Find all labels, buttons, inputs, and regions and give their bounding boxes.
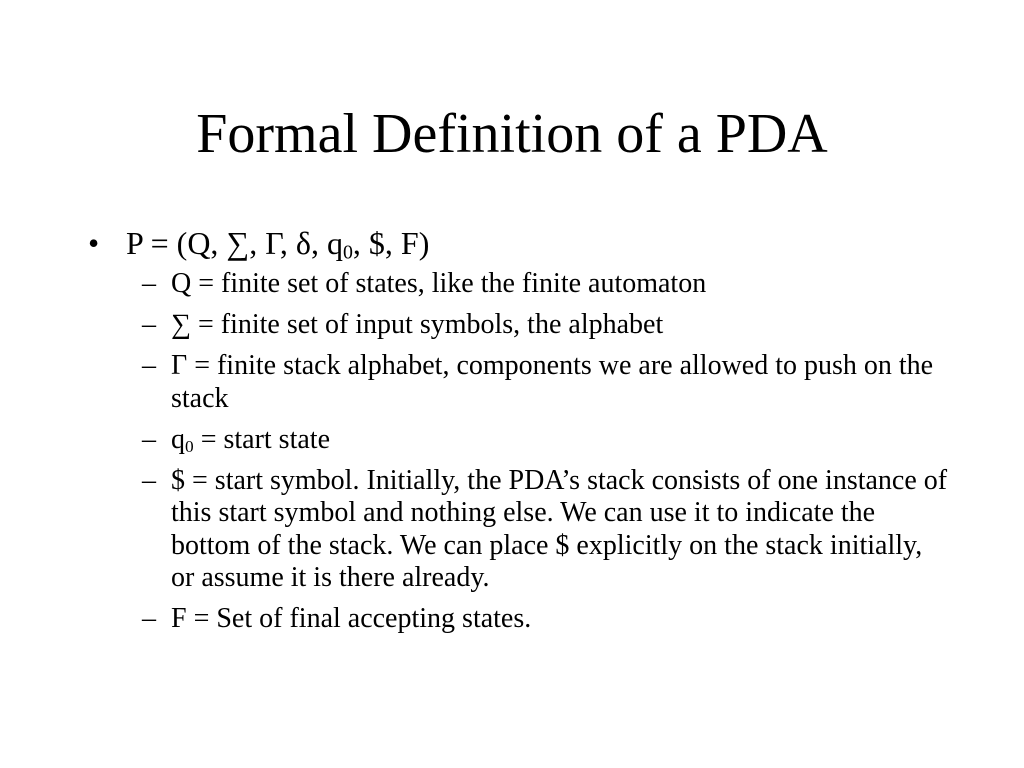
- pda-tuple-definition: [126, 224, 429, 262]
- dash-mark: –: [142, 603, 156, 634]
- definition-text: [171, 424, 948, 457]
- slide-title: Formal Definition of a PDA: [196, 103, 828, 165]
- subscript-zero: 0: [342, 241, 353, 264]
- main-bullet: [88, 224, 948, 264]
- definition-item-start-state: [142, 424, 948, 457]
- pda-tuple-suffix: , $, F): [352, 225, 430, 261]
- definition-text: F = Set of final accepting states.: [171, 603, 532, 634]
- pda-tuple-prefix: P = (Q, ∑, Γ, δ, q: [126, 225, 343, 261]
- definition-item-stack-alphabet: [142, 350, 948, 415]
- start-state-description: = start state: [193, 423, 330, 455]
- dash-mark: –: [142, 423, 156, 455]
- definition-list: [88, 268, 948, 636]
- slide-body: [88, 224, 948, 644]
- definition-item-states: [142, 268, 948, 301]
- subscript-zero: 0: [185, 436, 194, 456]
- dash-mark: –: [142, 309, 156, 340]
- dash-mark: –: [142, 350, 156, 381]
- definition-text: ∑ = finite set of input symbols, the alphabet: [171, 309, 664, 340]
- definition-item-input-alphabet: [142, 309, 948, 342]
- start-state-symbol: q: [171, 423, 185, 455]
- dash-mark: –: [142, 464, 156, 496]
- definition-text: Q = finite set of states, like the finite automaton: [171, 268, 707, 299]
- definition-text: Γ = finite stack alphabet, components we are allowed to push on the stack: [171, 350, 934, 414]
- definition-text: $ = start symbol. Initially, the PDA’s stack consists of one instance of this start symbol and nothing else. We can use it to indicate the bottom of the stack. We can place $ explicitly on the stack initially, or assume it is there already.: [171, 464, 948, 593]
- dash-mark: –: [142, 268, 156, 299]
- definition-item-start-symbol: [142, 465, 948, 595]
- definition-item-final-states: [142, 603, 948, 636]
- bullet-mark: •: [88, 225, 100, 261]
